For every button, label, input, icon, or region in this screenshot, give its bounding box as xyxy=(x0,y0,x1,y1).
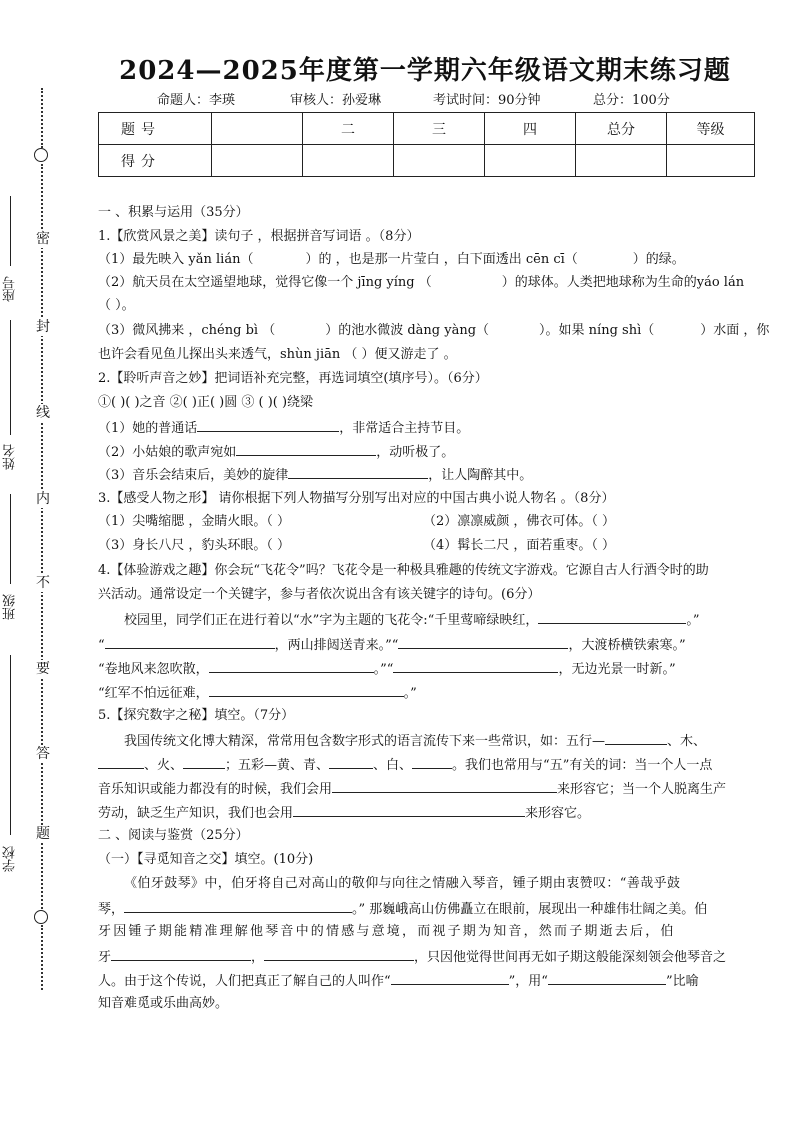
header-cell xyxy=(212,113,303,145)
seal-char: 不 xyxy=(36,575,50,591)
part1-line xyxy=(98,898,707,920)
poem-blank[interactable] xyxy=(393,658,558,673)
q4-text: ，两山排闼送青来。”“ xyxy=(274,638,399,653)
score-cell[interactable] xyxy=(394,145,485,177)
seal-char: 内 xyxy=(36,491,50,507)
answer-blank[interactable] xyxy=(605,730,667,745)
q4-stem-continued: 兴活动。通常设定一个关键字，参与者依次说出含有该关键字的诗句。(6分） xyxy=(98,587,541,602)
reviewer: 审核人：孙爱琳 xyxy=(290,93,382,108)
part1-text: ”比喻 xyxy=(665,974,699,989)
q2-sentence xyxy=(98,417,469,439)
q5-text: 、木、 xyxy=(667,734,707,749)
total-score: 总分：100分 xyxy=(593,93,670,108)
part1-text: ，只因他觉得世间再无如子期这般能深刻领会他琴音之 xyxy=(414,950,727,965)
school-label: 学校 xyxy=(3,846,18,872)
q5-stem: 5.【探究数字之秘】填空。（7分） xyxy=(98,708,295,723)
q1-text: ）的绿。 xyxy=(632,252,685,267)
q2-text: （1）她的普通话 xyxy=(98,421,198,436)
q5-text: 、火、 xyxy=(144,758,184,773)
exam-title: 2024—2025年度第一学期六年级语文期末练习题 xyxy=(119,56,731,86)
part1-text: 琴， xyxy=(98,902,125,917)
seal-char: 题 xyxy=(36,826,50,842)
score-cell[interactable] xyxy=(667,145,755,177)
section1-heading: 一 、积累与运用（35分） xyxy=(98,205,249,220)
q5-text: 。我们也常用与“五”有关的词：当一个人一点 xyxy=(452,758,713,773)
setter: 命题人：李瑛 xyxy=(157,93,236,108)
part1-text: 牙 xyxy=(98,950,112,965)
answer-blank[interactable] xyxy=(288,464,428,479)
q5-text: ；五彩—黄、青、 xyxy=(225,758,330,773)
score-row-label: 得分 xyxy=(99,145,212,177)
part1-line xyxy=(98,970,699,992)
answer-blank[interactable] xyxy=(548,970,666,985)
q1-text: ）的 ，也是那一片莹白 ，白下面透出 cēn cī（ xyxy=(305,252,578,267)
q2-stem: 2.【聆听声音之妙】把词语补充完整，再选词填空(填序号）。（6分） xyxy=(98,371,488,386)
header-cell: 等级 xyxy=(667,113,755,145)
q5-text: 来形容它；当一个人脱离生产 xyxy=(557,782,727,797)
seal-char: 封 xyxy=(36,319,50,335)
q4-line xyxy=(124,609,699,631)
q3-row: （4）髯长二尺 ，面若重枣。（ ） xyxy=(423,538,616,553)
q3-row: （3）身长八尺 ，豹头环眼。（ ） xyxy=(98,538,291,553)
part1-text: 。” 那巍峨高山仿佛矗立在眼前，展现出一种雄伟壮阔之美。伯 xyxy=(352,902,708,917)
q4-line xyxy=(98,634,686,656)
part1-text: 人。由于这个传说，人们把真正了解自己的人叫作“ xyxy=(98,974,391,989)
q2-sentence xyxy=(98,464,532,486)
score-cell[interactable] xyxy=(212,145,303,177)
answer-blank[interactable] xyxy=(236,441,376,456)
q2-text: ，非常适合主持节目。 xyxy=(339,421,470,436)
score-table-score-row xyxy=(99,145,755,177)
q1-line xyxy=(98,273,744,293)
seat-number-blank[interactable] xyxy=(10,196,11,266)
header-cell: 三 xyxy=(394,113,485,145)
q2-text: ，动听极了。 xyxy=(376,445,455,460)
answer-blank[interactable] xyxy=(183,754,225,769)
class-blank[interactable] xyxy=(10,494,11,584)
answer-blank[interactable] xyxy=(124,898,352,913)
q4-text: ，无边光景一时新。” xyxy=(558,662,676,677)
seal-char: 线 xyxy=(36,405,50,421)
part1-line xyxy=(98,946,726,968)
exam-time: 考试时间：90分钟 xyxy=(433,93,541,108)
q5-text: 音乐知识或能力都没有的时候，我们会用 xyxy=(98,782,333,797)
part1-stem: （一）【寻觅知音之交】填空。(10分) xyxy=(98,852,314,867)
q1-line xyxy=(98,321,769,341)
header-cell: 二 xyxy=(303,113,394,145)
q2-options: ①( )( )之音 ②( )正( )圆 ③ ( )( )绕梁 xyxy=(98,395,314,410)
q1-line xyxy=(98,250,685,270)
score-cell[interactable] xyxy=(303,145,394,177)
q1-text: （3）微风拂来 ，chéng bì （ xyxy=(98,323,276,338)
name-label: 姓名 xyxy=(3,444,18,470)
q4-text: “卷地风来忽吹散， xyxy=(98,662,209,677)
part1-line: 《伯牙鼓琴》中，伯牙将自己对高山的敬仰与向往之情融入琴音，锺子期由衷赞叹：“善哉乎鼓 xyxy=(124,876,681,891)
answer-blank[interactable] xyxy=(391,970,509,985)
score-table-header-row xyxy=(99,113,755,145)
q4-text: “红军不怕远征难， xyxy=(98,686,209,701)
q5-line xyxy=(124,730,706,752)
answer-blank[interactable] xyxy=(197,417,339,432)
binding-dotted-line xyxy=(41,164,43,909)
part1-line: 牙因锺子期能精准理解他琴音中的情感与意境，而视子期为知音，然而子期逝去后，伯 xyxy=(98,924,676,939)
q4-text: 。” xyxy=(686,613,700,628)
class-label: 班级 xyxy=(3,594,18,620)
answer-blank[interactable] xyxy=(332,778,557,793)
q1-text: （1）最先映入 yǎn lián（ xyxy=(98,252,254,267)
answer-blank[interactable] xyxy=(329,754,373,769)
seal-char: 要 xyxy=(36,661,50,677)
answer-blank[interactable] xyxy=(98,754,144,769)
q4-line xyxy=(98,682,417,704)
header-cell: 总分 xyxy=(576,113,667,145)
poem-blank[interactable] xyxy=(538,609,686,624)
answer-blank[interactable] xyxy=(293,802,525,817)
poem-blank[interactable] xyxy=(105,634,275,649)
binding-dotted-line-top xyxy=(41,88,43,148)
answer-blank[interactable] xyxy=(111,946,251,961)
part1-text: ”，用“ xyxy=(508,974,548,989)
score-cell[interactable] xyxy=(576,145,667,177)
q3-row: （1）尖嘴缩腮 ，金睛火眼。（ ） xyxy=(98,514,291,529)
q5-line xyxy=(98,778,726,800)
q5-line xyxy=(98,754,712,776)
score-table xyxy=(98,112,755,177)
q2-text: ，让人陶醉其中。 xyxy=(428,468,533,483)
poem-blank[interactable] xyxy=(209,658,374,673)
q4-stem: 4.【体验游戏之趣】你会玩“飞花令”吗？飞花令是一种极具雅趣的传统文字游戏。它源自古人行酒令时的助 xyxy=(98,563,709,578)
q2-sentence xyxy=(98,441,454,463)
q1-text: ）水面 ，你 xyxy=(700,323,770,338)
score-cell[interactable] xyxy=(485,145,576,177)
binding-dotted-line-bottom xyxy=(41,925,43,990)
q4-text: ，大渡桥横铁索寒。” xyxy=(568,638,686,653)
q4-line xyxy=(98,658,676,680)
q1-line: 也许会看见鱼儿探出头来透气，shùn jiān （ ）便又游走了 。 xyxy=(98,347,457,362)
q1-text: ）的池水微波 dàng yàng（ xyxy=(325,323,490,338)
q5-text: 我国传统文化博大精深，常常用包含数字形式的语言流传下来一些常识，如：五行— xyxy=(124,734,606,749)
q4-text: 校园里，同学们正在进行着以“水”字为主题的飞花令:“千里莺啼绿映红， xyxy=(124,613,539,628)
seal-char: 密 xyxy=(36,231,50,247)
q5-text: 劳动，缺乏生产知识，我们也会用 xyxy=(98,806,294,821)
seal-char: 答 xyxy=(36,746,50,762)
binding-circle-top xyxy=(34,148,48,162)
q1-line: （ ）。 xyxy=(98,298,135,313)
name-blank[interactable] xyxy=(10,320,11,435)
poem-blank[interactable] xyxy=(209,682,404,697)
poem-blank[interactable] xyxy=(398,634,568,649)
q4-text: 。” xyxy=(403,686,417,701)
q2-text: （2）小姑娘的歌声宛如 xyxy=(98,445,237,460)
q2-text: （3）音乐会结束后，美妙的旋律 xyxy=(98,468,289,483)
answer-blank[interactable] xyxy=(412,754,452,769)
q1-text: （2）航天员在太空遥望地球，觉得它像一个 jīng yíng （ xyxy=(98,275,432,290)
answer-blank[interactable] xyxy=(264,946,414,961)
q5-text: 来形容它。 xyxy=(525,806,591,821)
seat-number-label: 座号 xyxy=(3,276,18,302)
q4-text: “ xyxy=(98,638,105,653)
q3-row: （2）凛凛威颜 ，佛衣可体。（ ） xyxy=(423,514,616,529)
q1-text: ）。如果 níng shì（ xyxy=(539,323,655,338)
header-cell: 题号 xyxy=(99,113,212,145)
q5-text: 、白、 xyxy=(373,758,413,773)
q5-line xyxy=(98,802,590,824)
q1-text: ）的球体。人类把地球称为生命的yáo lán xyxy=(501,275,745,290)
q1-stem: 1.【欣赏风景之美】读句子 ，根据拼音写词语 。（8分） xyxy=(98,229,420,244)
school-blank[interactable] xyxy=(10,655,11,835)
binding-circle-bottom xyxy=(34,910,48,924)
q4-text: 。”“ xyxy=(373,662,394,677)
header-cell: 四 xyxy=(485,113,576,145)
q3-stem: 3.【感受人物之形】 请你根据下列人物描写分别写出对应的中国古典小说人物名 。（8分） xyxy=(98,491,615,506)
part1-line: 知音难觅或乐曲高妙。 xyxy=(98,996,229,1011)
part1-text: ， xyxy=(251,950,265,965)
section2-heading: 二 、阅读与鉴赏（25分） xyxy=(98,828,249,843)
